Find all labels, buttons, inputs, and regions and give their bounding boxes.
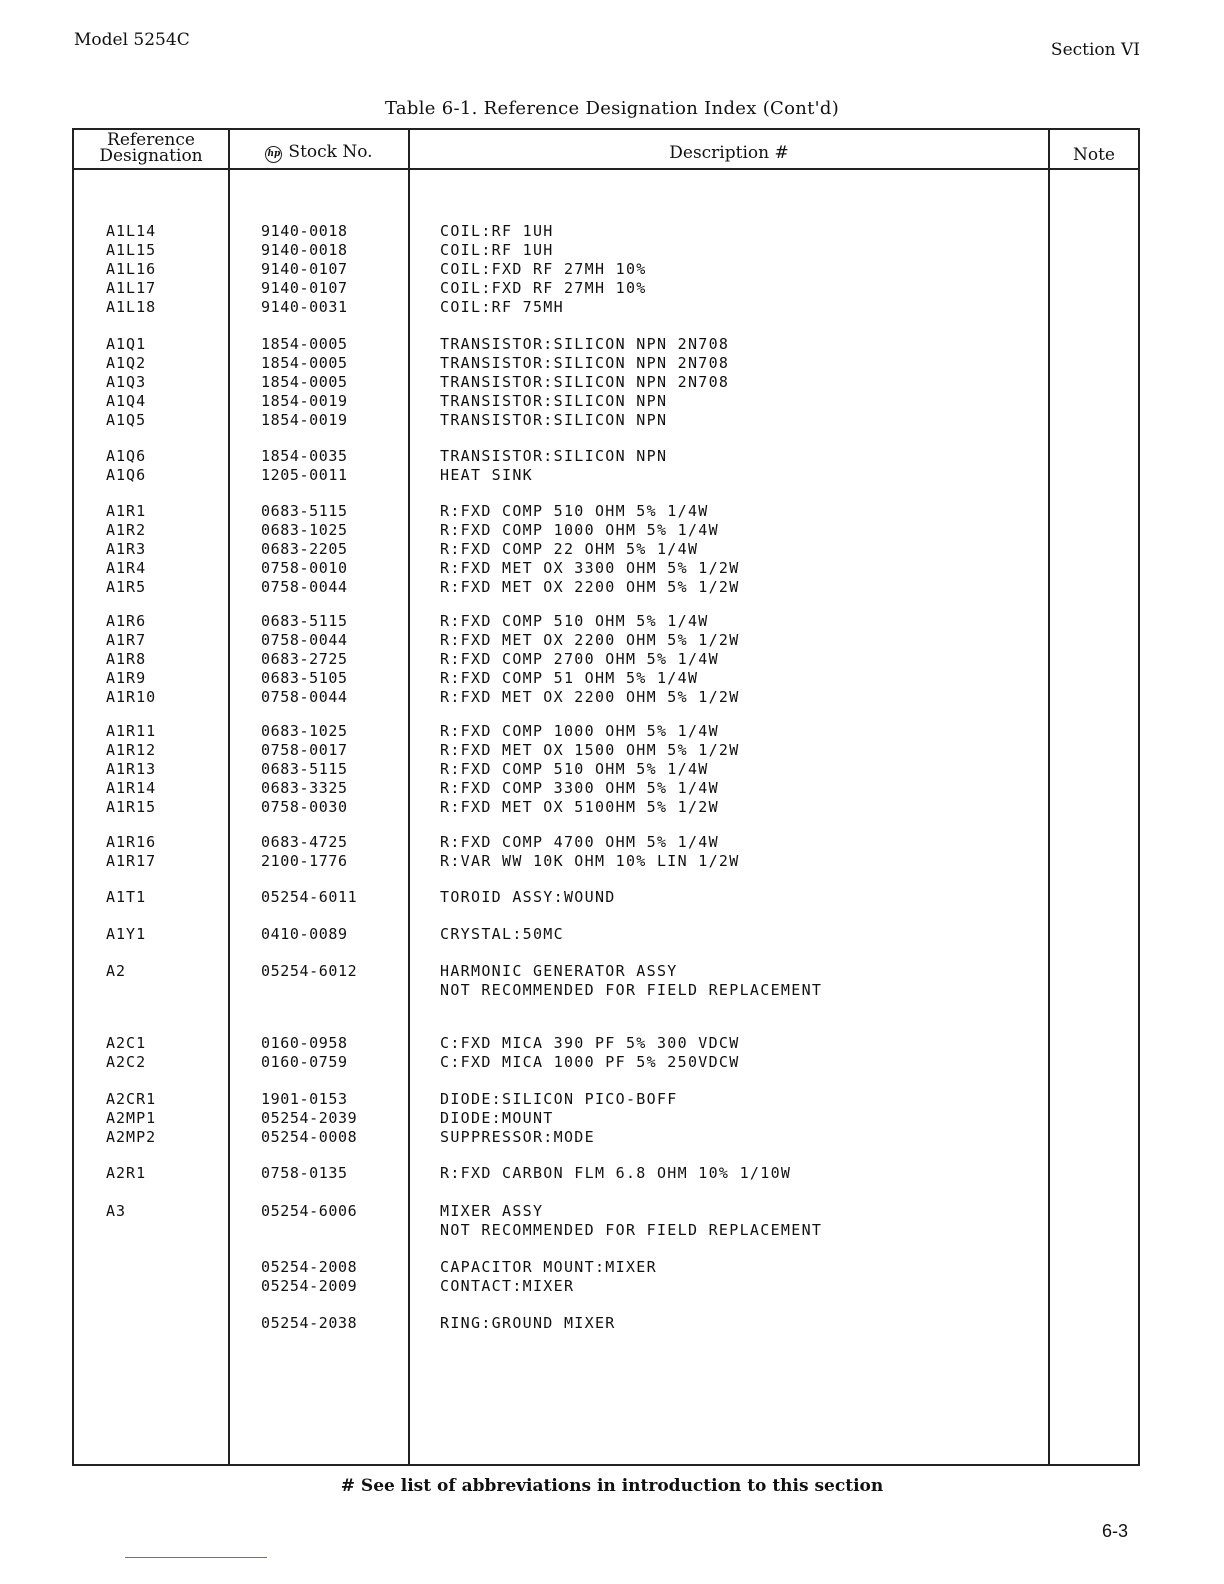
description-cell: CONTACT:MIXER: [440, 1277, 575, 1295]
reference-designation-cell: A1R8: [106, 650, 147, 668]
description-cell: R:FXD COMP 3300 OHM 5% 1/4W: [440, 779, 719, 797]
description-cell: R:FXD COMP 22 OHM 5% 1/4W: [440, 540, 699, 558]
stock-number-cell: 0683-3325: [261, 779, 348, 797]
footnote: # See list of abbreviations in introduction to this section: [340, 1476, 884, 1496]
description-cell: COIL:RF 75MH: [440, 298, 564, 316]
stock-number-cell: 05254-0008: [261, 1128, 358, 1146]
description-cell: TRANSISTOR:SILICON NPN: [440, 447, 668, 465]
table-row: [0, 650, 1224, 669]
reference-designation-cell: A2CR1: [106, 1090, 157, 1108]
description-cell: COIL:FXD RF 27MH 10%: [440, 279, 647, 297]
description-cell: R:VAR WW 10K OHM 10% LIN 1/2W: [440, 852, 740, 870]
reference-designation-cell: A3: [106, 1202, 127, 1220]
reference-designation-cell: A1L15: [106, 241, 157, 259]
description-cell: TRANSISTOR:SILICON NPN 2N708: [440, 354, 730, 372]
reference-designation-cell: A1R4: [106, 559, 147, 577]
reference-designation-cell: A1Q4: [106, 392, 147, 410]
table-row: [0, 502, 1224, 521]
reference-designation-cell: A2: [106, 962, 127, 980]
page-number: 6-3: [1101, 1521, 1128, 1541]
column-header-note: Note: [1072, 145, 1115, 165]
reference-designation-cell: A1Y1: [106, 925, 147, 943]
description-cell: TRANSISTOR:SILICON NPN 2N708: [440, 335, 730, 353]
hp-logo-icon: hp: [265, 146, 282, 163]
table-row: [0, 540, 1224, 559]
stock-number-cell: 1854-0005: [261, 335, 348, 353]
reference-designation-cell: A1L14: [106, 222, 157, 240]
table-row: [0, 612, 1224, 631]
description-cell: TRANSISTOR:SILICON NPN: [440, 392, 668, 410]
description-cell: MIXER ASSY: [440, 1202, 544, 1220]
description-cell: HEAT SINK: [440, 466, 533, 484]
description-cell: TOROID ASSY:WOUND: [440, 888, 616, 906]
stock-number-cell: 9140-0107: [261, 260, 348, 278]
table-row: [0, 798, 1224, 817]
stock-number-cell: 1205-0011: [261, 466, 348, 484]
stock-number-cell: 0683-2205: [261, 540, 348, 558]
description-cell: R:FXD MET OX 2200 OHM 5% 1/2W: [440, 688, 740, 706]
reference-designation-cell: A1R10: [106, 688, 157, 706]
stock-number-cell: 0683-5115: [261, 760, 348, 778]
stock-number-cell: 0683-1025: [261, 722, 348, 740]
table-row: [0, 1109, 1224, 1128]
description-cell: R:FXD COMP 1000 OHM 5% 1/4W: [440, 521, 719, 539]
reference-designation-cell: A1R16: [106, 833, 157, 851]
stock-number-cell: 0160-0759: [261, 1053, 348, 1071]
stock-number-cell: 0683-4725: [261, 833, 348, 851]
stock-number-cell: 1854-0005: [261, 354, 348, 372]
description-cell: R:FXD MET OX 2200 OHM 5% 1/2W: [440, 631, 740, 649]
table-row: [0, 1221, 1224, 1240]
description-cell: COIL:RF 1UH: [440, 222, 554, 240]
column-header-description: Description #: [669, 143, 789, 163]
table-row: [0, 279, 1224, 298]
table-row: [0, 298, 1224, 317]
description-cell: R:FXD MET OX 2200 OHM 5% 1/2W: [440, 578, 740, 596]
underline-mark: [125, 1557, 267, 1558]
table-row: [0, 852, 1224, 871]
reference-designation-cell: A1R17: [106, 852, 157, 870]
column-header-reference: Reference Designation: [99, 130, 203, 166]
description-cell: R:FXD COMP 510 OHM 5% 1/4W: [440, 760, 709, 778]
stock-number-cell: 1901-0153: [261, 1090, 348, 1108]
table-row: [0, 521, 1224, 540]
table-row: [0, 241, 1224, 260]
table-row: [0, 335, 1224, 354]
table-row: [0, 1128, 1224, 1147]
description-cell: NOT RECOMMENDED FOR FIELD REPLACEMENT: [440, 1221, 823, 1239]
stock-number-cell: 05254-6011: [261, 888, 358, 906]
table-title: Table 6-1. Reference Designation Index (Cont'd): [384, 98, 840, 119]
stock-number-cell: 2100-1776: [261, 852, 348, 870]
description-cell: COIL:RF 1UH: [440, 241, 554, 259]
table-row: [0, 1314, 1224, 1333]
description-cell: CAPACITOR MOUNT:MIXER: [440, 1258, 657, 1276]
reference-designation-cell: A2MP2: [106, 1128, 157, 1146]
table-row: [0, 411, 1224, 430]
reference-designation-cell: A1R13: [106, 760, 157, 778]
stock-number-cell: 0410-0089: [261, 925, 348, 943]
table-row: [0, 741, 1224, 760]
stock-number-cell: 9140-0107: [261, 279, 348, 297]
stock-number-cell: 0683-1025: [261, 521, 348, 539]
reference-designation-cell: A1R9: [106, 669, 147, 687]
reference-designation-cell: A2MP1: [106, 1109, 157, 1127]
description-cell: TRANSISTOR:SILICON NPN 2N708: [440, 373, 730, 391]
reference-designation-cell: A1L18: [106, 298, 157, 316]
reference-designation-cell: A1Q2: [106, 354, 147, 372]
table-row: [0, 578, 1224, 597]
stock-number-cell: 0758-0135: [261, 1164, 348, 1182]
description-cell: R:FXD COMP 2700 OHM 5% 1/4W: [440, 650, 719, 668]
table-row: [0, 1053, 1224, 1072]
reference-designation-cell: A1Q5: [106, 411, 147, 429]
table-row: [0, 981, 1224, 1000]
table-row: [0, 962, 1224, 981]
reference-designation-cell: A1L17: [106, 279, 157, 297]
description-cell: C:FXD MICA 1000 PF 5% 250VDCW: [440, 1053, 740, 1071]
description-cell: DIODE:MOUNT: [440, 1109, 554, 1127]
table-row: [0, 260, 1224, 279]
table-row: [0, 354, 1224, 373]
stock-number-cell: 0683-2725: [261, 650, 348, 668]
reference-designation-cell: A1R14: [106, 779, 157, 797]
table-row: [0, 1090, 1224, 1109]
table-row: [0, 373, 1224, 392]
reference-designation-cell: A1R12: [106, 741, 157, 759]
stock-number-cell: 05254-6012: [261, 962, 358, 980]
reference-designation-cell: A1R7: [106, 631, 147, 649]
stock-number-cell: 05254-2008: [261, 1258, 358, 1276]
table-row: [0, 669, 1224, 688]
table-row: [0, 1202, 1224, 1221]
table-row: [0, 1164, 1224, 1183]
description-cell: R:FXD COMP 1000 OHM 5% 1/4W: [440, 722, 719, 740]
table-row: [0, 559, 1224, 578]
reference-designation-cell: A2R1: [106, 1164, 147, 1182]
page-header-section: Section VI: [1050, 40, 1140, 60]
table-row: [0, 760, 1224, 779]
reference-designation-cell: A2C1: [106, 1034, 147, 1052]
stock-number-cell: 0758-0017: [261, 741, 348, 759]
column-header-stock-label: Stock No.: [288, 142, 373, 162]
stock-number-cell: 0683-5115: [261, 612, 348, 630]
description-cell: R:FXD MET OX 5100HM 5% 1/2W: [440, 798, 719, 816]
description-cell: COIL:FXD RF 27MH 10%: [440, 260, 647, 278]
page-header-model: Model 5254C: [74, 30, 190, 50]
description-cell: R:FXD MET OX 3300 OHM 5% 1/2W: [440, 559, 740, 577]
table-row: [0, 833, 1224, 852]
reference-designation-cell: A1R3: [106, 540, 147, 558]
stock-number-cell: 0758-0010: [261, 559, 348, 577]
description-cell: RING:GROUND MIXER: [440, 1314, 616, 1332]
stock-number-cell: 0160-0958: [261, 1034, 348, 1052]
reference-designation-cell: A1R15: [106, 798, 157, 816]
reference-designation-cell: A1Q6: [106, 466, 147, 484]
table-row: [0, 1277, 1224, 1296]
reference-designation-cell: A1R2: [106, 521, 147, 539]
reference-designation-cell: A1Q6: [106, 447, 147, 465]
stock-number-cell: 0758-0044: [261, 578, 348, 596]
stock-number-cell: 1854-0019: [261, 392, 348, 410]
description-cell: SUPPRESSOR:MODE: [440, 1128, 595, 1146]
table-row: [0, 1034, 1224, 1053]
description-cell: HARMONIC GENERATOR ASSY: [440, 962, 678, 980]
reference-designation-cell: A1L16: [106, 260, 157, 278]
reference-designation-cell: A1R5: [106, 578, 147, 596]
stock-number-cell: 0758-0044: [261, 631, 348, 649]
stock-number-cell: 1854-0035: [261, 447, 348, 465]
stock-number-cell: 1854-0019: [261, 411, 348, 429]
reference-designation-cell: A2C2: [106, 1053, 147, 1071]
description-cell: NOT RECOMMENDED FOR FIELD REPLACEMENT: [440, 981, 823, 999]
description-cell: R:FXD COMP 510 OHM 5% 1/4W: [440, 612, 709, 630]
stock-number-cell: 9140-0018: [261, 241, 348, 259]
stock-number-cell: 0758-0044: [261, 688, 348, 706]
description-cell: DIODE:SILICON PICO-BOFF: [440, 1090, 678, 1108]
table-row: [0, 688, 1224, 707]
description-cell: R:FXD COMP 510 OHM 5% 1/4W: [440, 502, 709, 520]
table-row: [0, 447, 1224, 466]
table-row: [0, 466, 1224, 485]
reference-designation-cell: A1Q3: [106, 373, 147, 391]
stock-number-cell: 0683-5105: [261, 669, 348, 687]
table-row: [0, 925, 1224, 944]
table-row: [0, 222, 1224, 241]
stock-number-cell: 05254-2039: [261, 1109, 358, 1127]
reference-designation-cell: A1R11: [106, 722, 157, 740]
reference-designation-cell: A1Q1: [106, 335, 147, 353]
table-row: [0, 392, 1224, 411]
stock-number-cell: 05254-2038: [261, 1314, 358, 1332]
stock-number-cell: 05254-2009: [261, 1277, 358, 1295]
description-cell: TRANSISTOR:SILICON NPN: [440, 411, 668, 429]
stock-number-cell: 05254-6006: [261, 1202, 358, 1220]
description-cell: CRYSTAL:50MC: [440, 925, 564, 943]
reference-designation-cell: A1R1: [106, 502, 147, 520]
description-cell: C:FXD MICA 390 PF 5% 300 VDCW: [440, 1034, 740, 1052]
table-row: [0, 888, 1224, 907]
description-cell: R:FXD COMP 4700 OHM 5% 1/4W: [440, 833, 719, 851]
stock-number-cell: 9140-0018: [261, 222, 348, 240]
description-cell: R:FXD CARBON FLM 6.8 OHM 10% 1/10W: [440, 1164, 792, 1182]
table-row: [0, 779, 1224, 798]
stock-number-cell: 0758-0030: [261, 798, 348, 816]
description-cell: R:FXD MET OX 1500 OHM 5% 1/2W: [440, 741, 740, 759]
stock-number-cell: 0683-5115: [261, 502, 348, 520]
reference-designation-cell: A1T1: [106, 888, 147, 906]
table-row: [0, 1258, 1224, 1277]
stock-number-cell: 1854-0005: [261, 373, 348, 391]
reference-designation-cell: A1R6: [106, 612, 147, 630]
description-cell: R:FXD COMP 51 OHM 5% 1/4W: [440, 669, 699, 687]
table-row: [0, 722, 1224, 741]
stock-number-cell: 9140-0031: [261, 298, 348, 316]
table-row: [0, 631, 1224, 650]
